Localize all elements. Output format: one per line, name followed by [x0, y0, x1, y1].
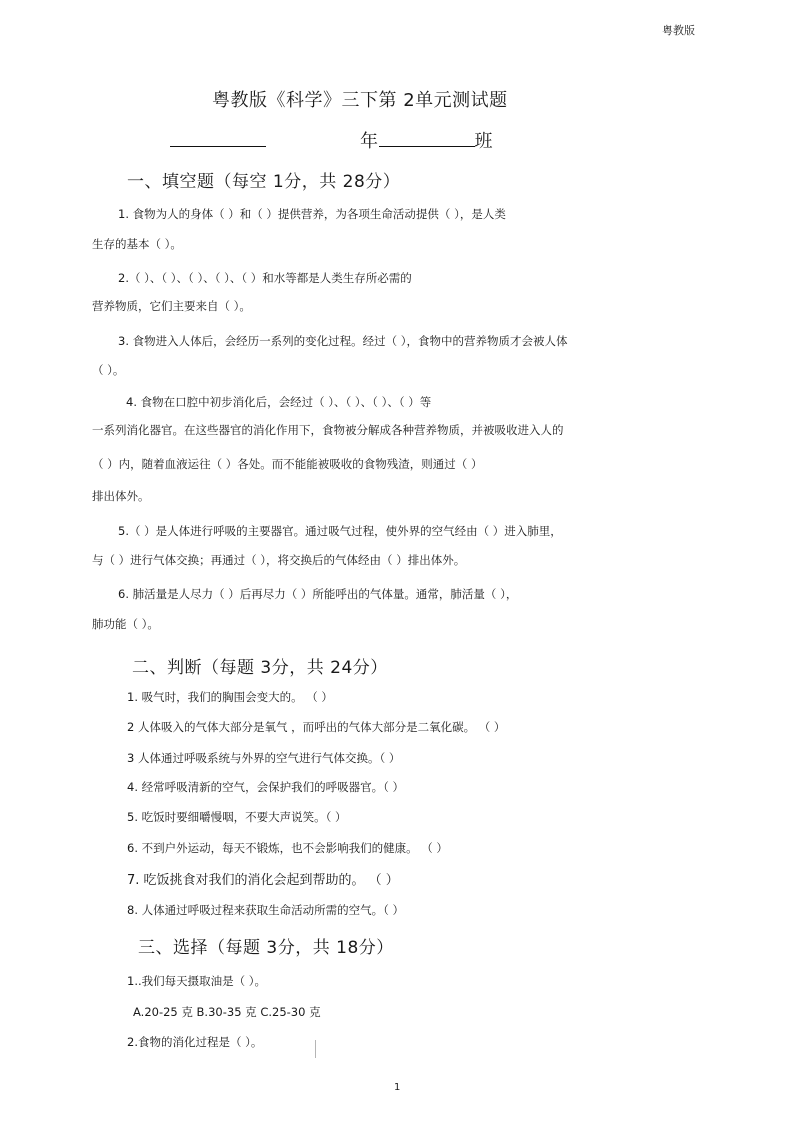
judgement-item: 5. 吃饭时要细嚼慢咽，不要大声说笑。（ ） — [127, 810, 347, 824]
judgement-item: 7. 吃饭挑食对我们的消化会起到帮助的。 （ ） — [127, 873, 399, 888]
question-line: 排出体外。 — [92, 489, 150, 503]
question-line: 5.（ ）是人体进行呼吸的主要器官。通过吸气过程，使外界的空气经由（ ）进入肺里， — [118, 524, 562, 538]
question-line: 2.（ ）、（ ）、（ ）、（ ）、（ ）和水等都是人类生存所必需的 — [118, 271, 412, 285]
judgement-item: 6. 不到户外运动，每天不锻炼，也不会影响我们的健康。 （ ） — [127, 841, 448, 855]
section-judgement-title: 二、判断（每题 3分，共 24分） — [132, 658, 388, 678]
edition-header: 粤教版 — [662, 24, 695, 37]
question-line: 与（ ）进行气体交换；再通过（ ），将交换后的气体经由（ ）排出体外。 — [92, 553, 466, 567]
class-blank[interactable] — [379, 132, 475, 147]
question-line: 营养物质，它们主要来自（ ）。 — [92, 299, 251, 313]
year-label: 年 — [360, 131, 379, 152]
judgement-item: 1. 吸气时，我们的胸围会变大的。 （ ） — [127, 690, 333, 704]
question-line: 肺功能（ ）。 — [92, 617, 159, 631]
judgement-item: 3 人体通过呼吸系统与外界的空气进行气体交换。（ ） — [127, 751, 401, 765]
judgement-item: 2 人体吸入的气体大部分是氧气 ，而呼出的气体大部分是二氧化碳。 （ ） — [127, 720, 506, 734]
question-line: 1. 食物为人的身体（ ）和（ ）提供营养，为各项生命活动提供（ ），是人类 — [118, 207, 506, 221]
page-title: 粤教版《科学》三下第 2单元测试题 — [212, 90, 508, 111]
class-label: 班 — [474, 131, 493, 152]
question-line: 6. 肺活量是人尽力（ ）后再尽力（ ）所能呼出的气体量。通常，肺活量（ ）， — [118, 587, 518, 601]
question-line: （ ）内，随着血液运往（ ）各处。而不能能被吸收的食物残渣，则通过（ ） — [92, 457, 483, 471]
page-number: 1 — [394, 1082, 401, 1093]
section-choice-title: 三、选择（每题 3分，共 18分） — [138, 938, 394, 958]
class-line — [170, 127, 493, 153]
choice-options: A.20-25 克 B.30-35 克 C.25-30 克 — [133, 1005, 321, 1019]
question-line: （ ）。 — [92, 363, 125, 377]
name-blank[interactable] — [170, 132, 266, 147]
scan-mark — [315, 1040, 316, 1058]
judgement-item: 8. 人体通过呼吸过程来获取生命活动所需的空气。（ ） — [127, 903, 405, 917]
choice-question: 1..我们每天摄取油是（ ）。 — [127, 974, 267, 988]
question-line: 一系列消化器官。在这些器官的消化作用下，食物被分解成各种营养物质，并被吸收进入人的 — [92, 423, 564, 437]
question-line: 3. 食物进入人体后，会经历一系列的变化过程。经过（ ），食物中的营养物质才会被人体 — [118, 334, 568, 348]
choice-question: 2.食物的消化过程是（ ）。 — [127, 1035, 263, 1049]
section-fill-in-title: 一、填空题（每空 1分，共 28分） — [127, 172, 401, 192]
question-line: 4. 食物在口腔中初步消化后，会经过（ ）、（ ）、（ ）、（ ）等 — [126, 395, 432, 409]
question-line: 生存的基本（ ）。 — [92, 237, 182, 251]
judgement-item: 4. 经常呼吸清新的空气，会保护我们的呼吸器官。（ ） — [127, 780, 405, 794]
